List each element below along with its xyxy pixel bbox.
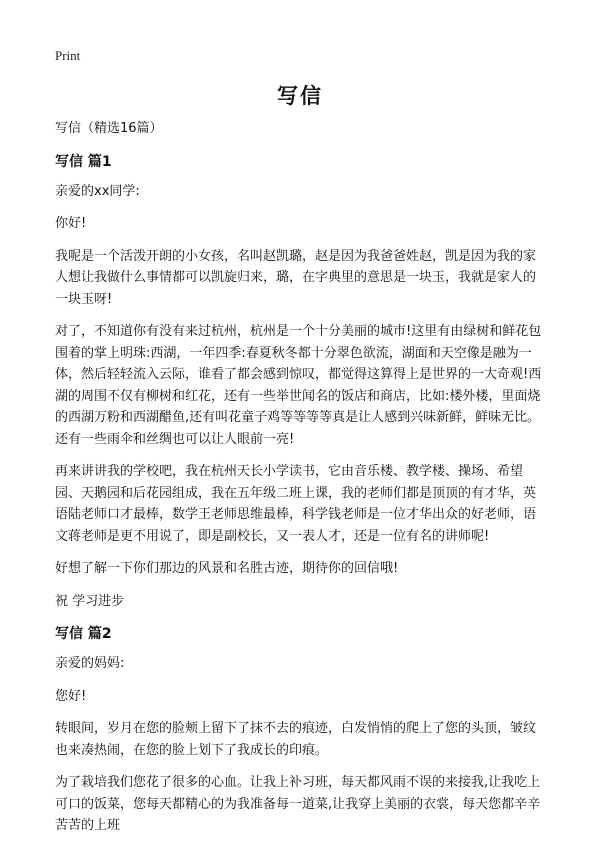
closing: 祝 学习进步	[55, 593, 125, 609]
paragraph: 为了栽培我们您花了很多的心血。让我上补习班，每天都风雨不误的来接我,让我吃上可口的饭菜，您每天都精心的为我准备每一道菜,让我穿上美丽的衣裳，每天您都辛辛苦苦的上班	[55, 775, 541, 833]
paragraph: 再来讲讲我的学校吧，我在杭州天长小学读书，它由音乐楼、教学楼、操场、希望园、天鹅园和后花园组成，我在五年级二班上课，我的老师们都是顶顶的有才华，英语陆老师口才最棒，数学王老师思维最棒，科学钱老师是一位才华出众的好老师，语文蒋老师是更不用说了，即是副校长，又一表人才，还是一位有名的讲师呢!	[55, 464, 537, 544]
section-2	[55, 623, 547, 837]
section-1	[55, 151, 547, 613]
section-heading: 写信 篇1	[55, 153, 112, 170]
document-body	[55, 118, 547, 848]
salutation: 亲爱的妈妈:	[55, 656, 125, 671]
salutation: 亲爱的xx同学:	[55, 183, 140, 199]
page-title: 写信	[277, 84, 323, 108]
greeting: 你好!	[55, 216, 87, 231]
print-link[interactable]: Print	[55, 48, 81, 63]
paragraph: 我呢是一个活泼开朗的小女孩，名叫赵凯璐，赵是因为我爸爸姓赵，凯是因为我的家人想让我做什么事情都可以凯旋归来，璐，在字典里的意思是一块玉，我就是家人的一块玉呀!	[55, 248, 537, 307]
paragraph: 好想了解一下你们那边的风景和名胜古迹，期待你的回信哦!	[55, 561, 399, 576]
section-heading: 写信 篇2	[55, 626, 112, 642]
paragraph: 转眼间，岁月在您的脸颊上留下了抹不去的痕迹，白发悄悄的爬上了您的头顶，皱纹也来凑热闹，在您的脸上划下了我成长的印痕。	[55, 721, 537, 758]
greeting: 您好!	[55, 688, 87, 704]
document-subtitle: 写信（精选16篇）	[55, 121, 163, 136]
paragraph: 对了，不知道你有没有来过杭州，杭州是一个十分美丽的城市!这里有由绿树和鲜花包围着的掌上明珠:西湖，一年四季:春夏秋冬都十分翠色欲流，湖面和天空像是融为一体，然后轻轻流入云际，谁看了都会感到惊叹，都觉得这算得上是世界的一大奇观!西湖的周围不仅有柳树和红花，还有一些举世闻名的饭店和商店，比如:楼外楼，里面烧的西湖万粉和西湖醋鱼,还有叫花童子鸡等等等等真是让人感到兴味新鲜，鲜味无比。还有一些雨伞和丝绸也可以让人眼前一亮!	[55, 324, 542, 447]
